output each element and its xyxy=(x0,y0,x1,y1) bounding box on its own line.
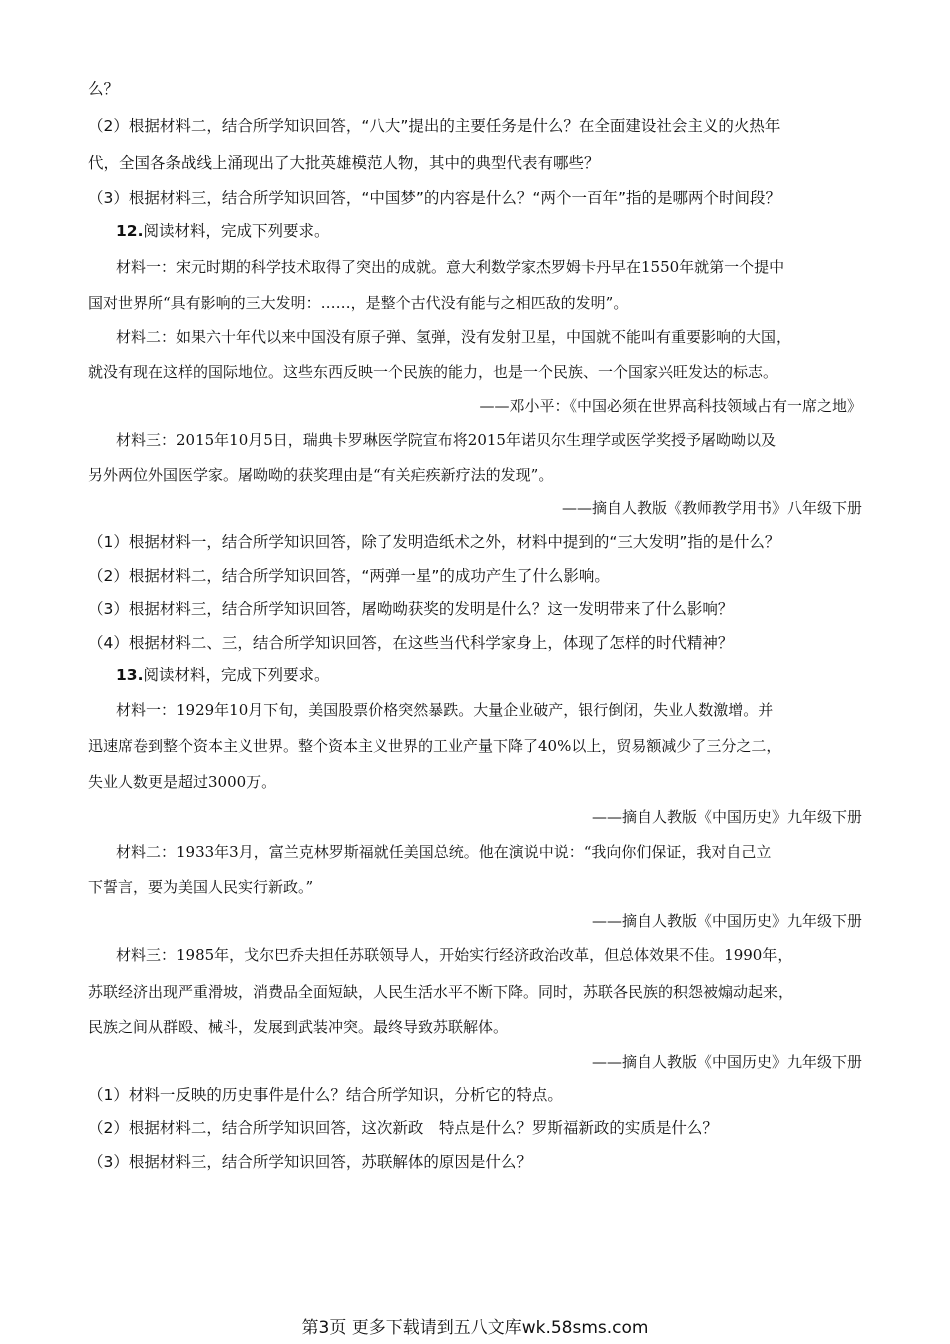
q12-subquestion-4: （4）根据材料二、三，结合所学知识回答，在这些当代科学家身上，体现了怎样的时代精神？ xyxy=(88,634,734,652)
q13-material-2-line1: 材料二：1933年3月，富兰克林罗斯福就任美国总统。他在演说中说：“我向你们保证，我对自己立 xyxy=(116,843,772,861)
q13-subquestion-2: （2）根据材料二，结合所学知识回答，这次新政 特点是什么？罗斯福新政的实质是什么？ xyxy=(88,1119,718,1137)
page-footer: 第3页 更多下载请到五八文库wk.58sms.com xyxy=(301,1318,649,1338)
q13-material-1-line1: 材料一：1929年10月下旬，美国股票价格突然暴跌。大量企业破产，银行倒闭，失业人数激增。并 xyxy=(116,701,774,719)
q12-material-1-line1: 材料一：宋元时期的科学技术取得了突出的成就。意大利数学家杰罗姆卡丹早在1550年就第一个提中 xyxy=(116,258,785,276)
q12-material-2-line2: 就没有现在这样的国际地位。这些东西反映一个民族的能力，也是一个民族、一个国家兴旺发达的标志。 xyxy=(88,363,779,381)
q12-material-3-source: ——摘自人教版《教师教学用书》八年级下册 xyxy=(561,499,862,517)
q12-material-2-source: ——邓小平：《中国必须在世界高科技领域占有一席之地》 xyxy=(479,397,862,415)
q13-material-3-source: ——摘自人教版《中国历史》九年级下册 xyxy=(591,1053,862,1071)
q12-subquestion-3: （3）根据材料三，结合所学知识回答，屠呦呦获奖的发明是什么？这一发明带来了什么影响？ xyxy=(88,600,734,618)
q13-material-2-source: ——摘自人教版《中国历史》九年级下册 xyxy=(591,912,862,930)
question-prompt: 阅读材料，完成下列要求。 xyxy=(143,222,330,240)
q13-material-1-line2: 迅速席卷到整个资本主义世界。整个资本主义世界的工业产量下降了40%以上，贸易额减少了三分之二， xyxy=(88,737,782,755)
q12-material-2-line1: 材料二：如果六十年代以来中国没有原子弹、氢弹，没有发射卫星，中国就不能叫有重要影响的大国， xyxy=(116,328,792,346)
question-number: 13. xyxy=(116,666,144,684)
q12-material-3-line1: 材料三：2015年10月5日，瑞典卡罗琳医学院宣布将2015年诺贝尔生理学或医学奖授予屠呦呦以及 xyxy=(116,431,776,449)
q13-material-3-line2: 苏联经济出现严重滑坡，消费品全面短缺，人民生活水平不断下降。同时，苏联各民族的积怨被煽动起来， xyxy=(88,983,794,1001)
q13-subquestion-3: （3）根据材料三，结合所学知识回答，苏联解体的原因是什么？ xyxy=(88,1153,532,1171)
prev-question-3: （3）根据材料三，结合所学知识回答，“中国梦”的内容是什么？“两个一百年”指的是哪两个时间段？ xyxy=(88,189,781,207)
q13-material-3-line1: 材料三：1985年，戈尔巴乔夫担任苏联领导人，开始实行经济政治改革，但总体效果不佳。1990年， xyxy=(116,946,793,964)
q13-material-1-line3: 失业人数更是超过3000万。 xyxy=(88,773,277,791)
q12-subquestion-1: （1）根据材料一，结合所学知识回答，除了发明造纸术之外，材料中提到的“三大发明”指的是什么？ xyxy=(88,533,781,551)
q13-material-2-line2: 下誓言，要为美国人民实行新政。” xyxy=(88,878,314,896)
q13-subquestion-1: （1）材料一反映的历史事件是什么？结合所学知识，分析它的特点。 xyxy=(88,1086,563,1104)
question-13-heading xyxy=(116,664,329,686)
q12-material-3-line2: 另外两位外国医学家。屠呦呦的获奖理由是“有关疟疾新疗法的发现”。 xyxy=(88,466,554,484)
question-number: 12. xyxy=(116,222,144,240)
q13-material-3-line3: 民族之间从群殴、械斗，发展到武装冲突。最终导致苏联解体。 xyxy=(88,1018,509,1036)
question-12-heading xyxy=(116,220,329,242)
q12-subquestion-2: （2）根据材料二，结合所学知识回答，“两弹一星”的成功产生了什么影响。 xyxy=(88,567,610,585)
prev-question-tail: 么？ xyxy=(88,80,120,98)
q12-material-1-line2: 国对世界所“具有影响的三大发明：……，是整个古代没有能与之相匹敌的发明”。 xyxy=(88,294,629,312)
q13-material-1-source: ——摘自人教版《中国历史》九年级下册 xyxy=(591,808,862,826)
question-prompt: 阅读材料，完成下列要求。 xyxy=(143,666,330,684)
prev-question-2-line2: 代，全国各条战线上涌现出了大批英雄模范人物，其中的典型代表有哪些？ xyxy=(88,154,600,172)
prev-question-2-line1: （2）根据材料二，结合所学知识回答，“八大”提出的主要任务是什么？在全面建设社会主义的火热年 xyxy=(88,117,781,135)
